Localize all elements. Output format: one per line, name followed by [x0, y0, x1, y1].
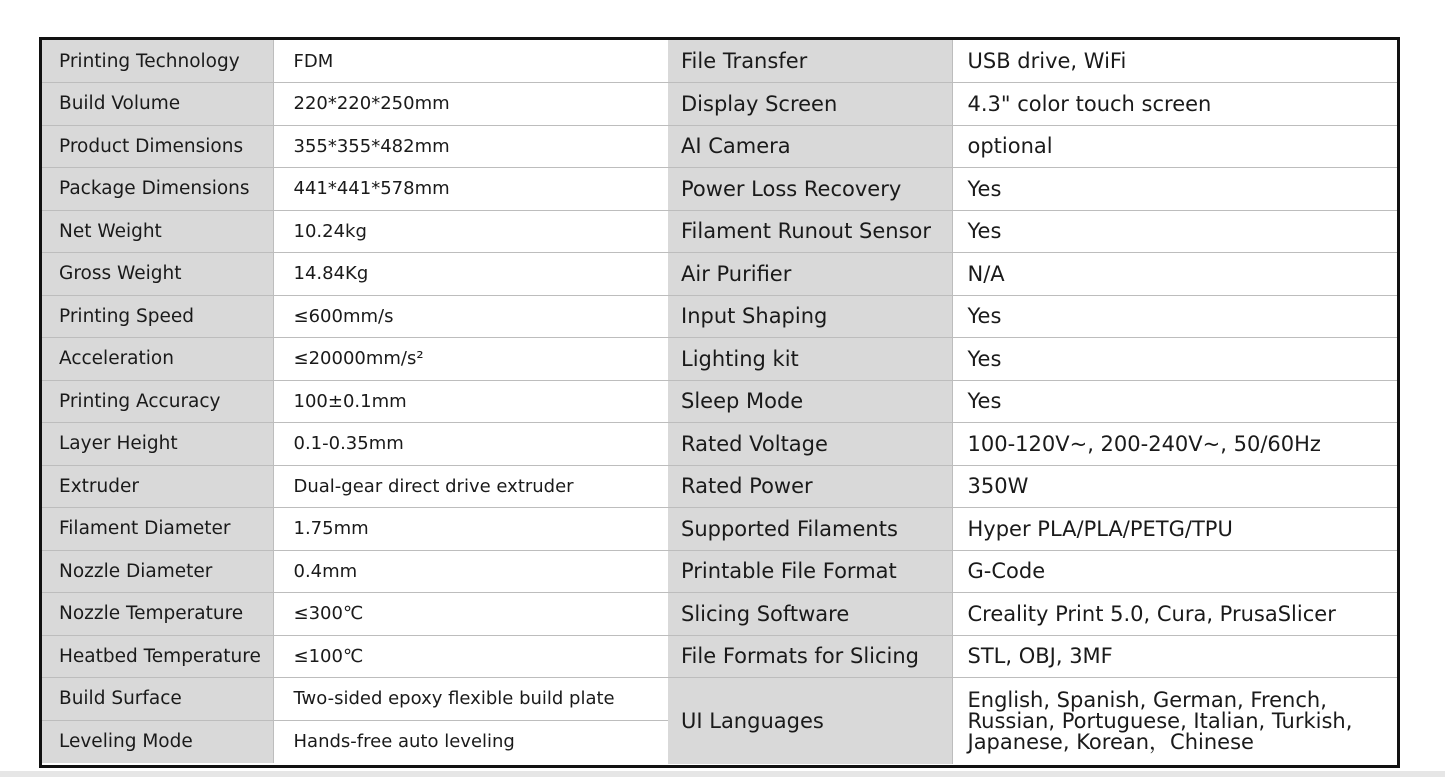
- table-row: [42, 125, 668, 168]
- table-row: [42, 380, 668, 423]
- table-row: [668, 678, 1397, 764]
- spec-label: Printable File Format: [668, 550, 952, 593]
- spec-value: 0.1-0.35mm: [273, 423, 668, 466]
- spec-value: Yes: [952, 338, 1397, 381]
- table-row: [42, 635, 668, 678]
- spec-label: Product Dimensions: [42, 125, 273, 168]
- spec-label: Printing Accuracy: [42, 380, 273, 423]
- table-row: [668, 465, 1397, 508]
- spec-label: Nozzle Temperature: [42, 593, 273, 636]
- spec-label: Gross Weight: [42, 253, 273, 296]
- table-row: [42, 338, 668, 381]
- table-row: [42, 423, 668, 466]
- spec-value: G-Code: [952, 550, 1397, 593]
- spec-label: Nozzle Diameter: [42, 550, 273, 593]
- spec-label: Rated Power: [668, 465, 952, 508]
- spec-value: 350W: [952, 465, 1397, 508]
- table-row: [668, 380, 1397, 423]
- spec-label: File Formats for Slicing: [668, 635, 952, 678]
- spec-label: Leveling Mode: [42, 720, 273, 763]
- spec-value: 10.24kg: [273, 210, 668, 253]
- spec-value: ≤100℃: [273, 635, 668, 678]
- table-row: [668, 40, 1397, 83]
- right-spec-column: [668, 40, 1397, 764]
- spec-label: Lighting kit: [668, 338, 952, 381]
- spec-label: Build Volume: [42, 83, 273, 126]
- table-row: [42, 210, 668, 253]
- spec-label: Sleep Mode: [668, 380, 952, 423]
- table-row: [42, 550, 668, 593]
- spec-label: Printing Technology: [42, 40, 273, 83]
- spec-label: AI Camera: [668, 125, 952, 168]
- table-row: [42, 593, 668, 636]
- spec-label: Build Surface: [42, 678, 273, 721]
- spec-label: Layer Height: [42, 423, 273, 466]
- spec-value: N/A: [952, 253, 1397, 296]
- table-row: [668, 593, 1397, 636]
- spec-value: ≤300℃: [273, 593, 668, 636]
- spec-value: optional: [952, 125, 1397, 168]
- spec-label: Air Purifier: [668, 253, 952, 296]
- spec-value: FDM: [273, 40, 668, 83]
- spec-value: 355*355*482mm: [273, 125, 668, 168]
- spec-value: ≤20000mm/s²: [273, 338, 668, 381]
- spec-value: Yes: [952, 295, 1397, 338]
- spec-label: Display Screen: [668, 83, 952, 126]
- spec-value: Yes: [952, 210, 1397, 253]
- spec-label: File Transfer: [668, 40, 952, 83]
- spec-table: [39, 37, 1400, 768]
- left-spec-column: [42, 40, 669, 763]
- spec-value: 0.4mm: [273, 550, 668, 593]
- table-row: [42, 40, 668, 83]
- spec-value: Yes: [952, 380, 1397, 423]
- table-row: [42, 168, 668, 211]
- spec-value: 1.75mm: [273, 508, 668, 551]
- spec-label: Slicing Software: [668, 593, 952, 636]
- spec-value: Creality Print 5.0, Cura, PrusaSlicer: [952, 593, 1397, 636]
- spec-label: Heatbed Temperature: [42, 635, 273, 678]
- table-row: [42, 83, 668, 126]
- spec-value: 4.3" color touch screen: [952, 83, 1397, 126]
- table-row: [668, 253, 1397, 296]
- spec-label: Filament Diameter: [42, 508, 273, 551]
- spec-value: Yes: [952, 168, 1397, 211]
- spec-value: 220*220*250mm: [273, 83, 668, 126]
- table-row: [668, 210, 1397, 253]
- table-row: [42, 465, 668, 508]
- spec-label: Net Weight: [42, 210, 273, 253]
- table-row: [42, 508, 668, 551]
- table-row: [42, 720, 668, 763]
- spec-value: 100-120V~, 200-240V~, 50/60Hz: [952, 423, 1397, 466]
- spec-label: Printing Speed: [42, 295, 273, 338]
- spec-value: STL, OBJ, 3MF: [952, 635, 1397, 678]
- spec-value: 100±0.1mm: [273, 380, 668, 423]
- table-row: [668, 338, 1397, 381]
- bottom-divider: [0, 771, 1445, 777]
- table-row: [668, 423, 1397, 466]
- spec-label: Acceleration: [42, 338, 273, 381]
- table-row: [668, 508, 1397, 551]
- spec-value: English, Spanish, German, French, Russian, Portuguese, Italian, Turkish, Japanese, Korean，Chinese: [967, 688, 1353, 755]
- spec-label: Extruder: [42, 465, 273, 508]
- spec-label: Package Dimensions: [42, 168, 273, 211]
- table-row: [668, 550, 1397, 593]
- table-row: [668, 295, 1397, 338]
- spec-value: Two-sided epoxy flexible build plate: [273, 678, 668, 721]
- spec-value: USB drive, WiFi: [952, 40, 1397, 83]
- spec-label: Input Shaping: [668, 295, 952, 338]
- spec-value: Hands-free auto leveling: [273, 720, 668, 763]
- spec-label: UI Languages: [668, 678, 952, 764]
- spec-value: ≤600mm/s: [273, 295, 668, 338]
- table-row: [668, 125, 1397, 168]
- spec-value: Dual-gear direct drive extruder: [273, 465, 668, 508]
- table-row: [668, 168, 1397, 211]
- table-row: [668, 83, 1397, 126]
- spec-value: Hyper PLA/PLA/PETG/TPU: [952, 508, 1397, 551]
- spec-label: Power Loss Recovery: [668, 168, 952, 211]
- table-row: [42, 678, 668, 721]
- spec-label: Filament Runout Sensor: [668, 210, 952, 253]
- table-row: [42, 253, 668, 296]
- table-row: [42, 295, 668, 338]
- spec-label: Supported Filaments: [668, 508, 952, 551]
- spec-label: Rated Voltage: [668, 423, 952, 466]
- spec-value: 441*441*578mm: [273, 168, 668, 211]
- table-row: [668, 635, 1397, 678]
- spec-value: 14.84Kg: [273, 253, 668, 296]
